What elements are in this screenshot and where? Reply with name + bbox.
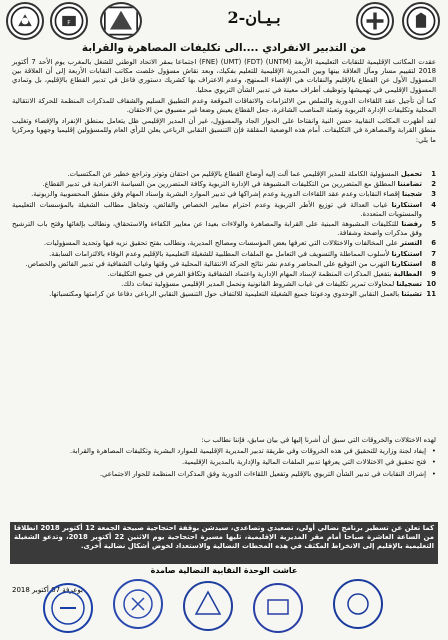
demand-head: التستر <box>400 239 422 248</box>
signature-date: بوعرفة 07 أكتوبر 2018 <box>12 586 83 594</box>
intro-paragraph: لقد أظهرت المكاتب النقابية حسن النية وانفتاحا على الحوار الجاد والمسؤول، غير أن المدير الإقليمي ظل يتعامل بمنطق الإنفراد والإقصاء وتغليب منطق القرابة والمصاهرة في التكليفات. أمام هذه الوضعية المقلقة فإن التنسيق النقابي الرباعي يعلن للرأي العام وللمسؤولين إقليميا وجهويا ومركزيا ما يلي: <box>12 117 436 144</box>
demand-text: بتفعيل المذكرات المنظمة لإسناد المهام الإدارية واعتماد الشفافية وتكافؤ الفرص في جميع التكليفات. <box>107 270 392 279</box>
union-logo-icon <box>50 2 88 40</box>
demand-text: إقصاء النقابات وعدم عقد اللقاءات الدورية وعدم إشراكها في تدبير الموارد البشرية وإسناد المهام وفق منطق المحسوبية والزبونية. <box>31 190 400 199</box>
demand-number: 5 <box>431 220 436 229</box>
demand-number: 11 <box>426 290 436 299</box>
demand-text: التهرب من التوقيع على المحاضر وعدم نشر نتائج الحركة الانتقالية المحلية في وقتها وغياب الشفافية في تدبير الفائض والخصاص. <box>25 259 390 268</box>
action-callout: كما تعلن عن تسطير برنامج نضالي أولي، تصعيدي وتصاعدي، سيدشن بوقفة احتجاجية صبيحة الجمعة 12 أكتوبر 2018 انطلاقا من الساعة العاشرة صباحا أمام مقر المديرية الإقليمية، تليها مسيرة احتجاجية يوم الاثنين 22 أكتوبر 2018، وتدعو الشغيلة التعليمية بالإقليم إلى الانخراط المكثف في هذه المحطات النضالية والاستعداد لخوض أشكال نضالية أخرى. <box>10 522 438 564</box>
demand-head: استنكارنا <box>391 249 422 258</box>
stamp-icon <box>330 576 386 632</box>
stamp-icon <box>180 578 236 634</box>
demand-head: تشبثنا <box>401 290 422 299</box>
demand-item <box>12 180 436 189</box>
demand-head: تسجيلنا <box>396 280 422 289</box>
closing-bullet: • فتح تحقيق في الاختلالات التي يعرفها تدبير الملفات المالية والإدارية بالمديرية الإقليمية. <box>12 458 436 467</box>
demand-number: 3 <box>431 190 436 199</box>
demand-number: 7 <box>431 249 436 258</box>
demand-item <box>12 280 436 289</box>
demand-number: 10 <box>426 280 436 289</box>
demand-item <box>12 190 436 199</box>
closing-lead: لهذه الاختلالات والخروقات التي سبق أن أشرنا إليها في بيان سابق، فإننا نطالب ب: <box>201 436 436 444</box>
demand-number: 9 <box>431 270 436 279</box>
stamp-icon <box>40 580 96 636</box>
page-title: بـيـان-2 <box>227 8 281 27</box>
demand-item <box>12 260 436 269</box>
stamps-row <box>40 576 410 636</box>
page-subtitle: من التدبير الانفرادي ....الى تكليفات المصاهرة والقرابة <box>81 42 367 54</box>
demand-text: لمحاولات تمرير تكليفات في غياب الشروط القانونية ونحمل المدير الإقليمي مسؤولية تبعات ذلك. <box>121 280 395 289</box>
demand-item <box>12 239 436 248</box>
demand-head: تضامننا <box>397 180 422 189</box>
union-logo-icon <box>100 2 142 40</box>
demand-head: رفضنا <box>401 220 422 229</box>
demand-item <box>12 250 436 259</box>
closing-bullet: • إيفاد لجنة وزارية للتحقيق في هذه الخروقات وفي طريقة تدبير المديرية الإقليمية للموارد البشرية وتكليفات المصاهرة والقرابة. <box>12 447 436 456</box>
stamp-icon <box>250 580 306 636</box>
demand-head: استنكارنا <box>391 200 422 209</box>
demand-number: 4 <box>431 200 436 209</box>
demand-item <box>12 220 436 238</box>
demand-text: على المخالفات والاختلالات التي تعرفها بعض المؤسسات ومصالح المديرية، ونطالب بفتح تحقيق نزيه فيها وتحديد المسؤوليات. <box>43 239 398 248</box>
stamp-icon <box>110 576 166 632</box>
closing-section <box>12 436 436 481</box>
demand-head: استنكارنا <box>391 259 422 268</box>
header-logos <box>4 2 444 42</box>
signature-slogan: عاشت الوحدة النقابية النضالية صامدة <box>150 566 298 575</box>
demands-list <box>12 170 436 301</box>
demand-text: لأسلوب المماطلة والتسويف في التعامل مع الملفات المطلبية للشغيلة التعليمية بالإقليم وعدم الوفاء بالالتزامات السابقة. <box>49 249 390 258</box>
closing-bullet: • إشراك النقابات في تدبير الشأن التربوي بالإقليم وتفعيل اللقاءات الدورية وفق المذكرات المنظمة للحوار الاجتماعي. <box>12 470 436 479</box>
demand-item <box>12 201 436 219</box>
demand-item <box>12 170 436 179</box>
demand-number: 6 <box>431 239 436 248</box>
demand-number: 8 <box>431 259 436 268</box>
demand-item <box>12 270 436 279</box>
demand-head: شجبنا <box>402 190 422 199</box>
intro-text <box>12 58 436 147</box>
intro-paragraph: كما أن تأجيل عقد اللقاءات الدورية والتملص من الالتزامات والاتفاقات الموقعة وعدم التطبيق السليم والشفاف للمذكرات المنظمة للحركة الانتقالية المحلية وتكليفات الإدارة التربوية وتعبئة المناصب الشاغرة، جعل القطاع يعيش وضعا غير مسبوق من الاحتقان. <box>12 96 436 115</box>
demand-number: 2 <box>431 180 436 189</box>
union-logo-icon <box>6 2 44 40</box>
demand-text: المطلق مع المتضررين من التكليفات المشبوهة في الإدارة التربوية وكافة المتضررين من السياسة الانفرادية في تدبير القطاع. <box>42 180 396 189</box>
demand-head: المطالبة <box>393 270 422 279</box>
demand-text: المسؤولية الكاملة للمدير الإقليمي عما آلت إليه أوضاع القطاع بالإقليم من احتقان وتوتر وتراجع خطير عن المكتسبات. <box>67 170 399 178</box>
intro-paragraph: عقدت المكاتب الإقليمية للنقابات التعليمية الأربعة (UNTM) (FDT) (UMT) (FNE) اجتماعا بمقر الاتحاد الوطني للشغل بالمغرب يوم الأحد 7 أكتوبر 2018 لتقييم مسار ومآل العلاقة بينها وبين المديرية الإقليمية للتعليم بفكيك، وبعد نقاش مسؤول خلصت مكاتب النقابات الأربعة إلى أن العلاقة بين المسؤول الأول عن القطاع بالإقليم والنقابات هي الإقصاء الممنهج، وعدم الاعتراف بها كشريك دستوري فاعل في تدبير القطاع بالإقليم، بل وتمادي المسؤول الإقليمي في تهميشها وتوظيف أطراف معينة في تدبير الشأن التربوي محليا. <box>12 58 436 94</box>
union-logo-icon <box>402 2 440 40</box>
svg-text:F: F <box>67 19 71 27</box>
demand-item <box>12 290 436 299</box>
union-logo-icon <box>356 2 394 40</box>
demand-number: 1 <box>431 170 436 178</box>
demand-head: تحميل <box>400 170 422 178</box>
demand-text: للتكليفات المشبوهة المبنية على القرابة والمصاهرة والولاءات بعيدا عن معايير الكفاءة والاستحقاق، ونطالب بإلغائها وفتح باب الترشيح وفق مذكرات واضحة وشفافة. <box>12 220 422 238</box>
demand-text: غياب العدالة في توزيع الأطر التربوية وعدم احترام معايير الخصاص والفائض، وتجاهل مطالب الشغيلة بالمؤسسات التعليمية والمستويات المتعددة. <box>12 200 422 218</box>
demand-text: بالعمل النقابي الوحدوي ودعوتنا جميع الشغيلة التعليمية للالتفاف حول التنسيق النقابي الرباعي دفاعا عن كرامتها ومكتسباتها. <box>49 290 400 299</box>
